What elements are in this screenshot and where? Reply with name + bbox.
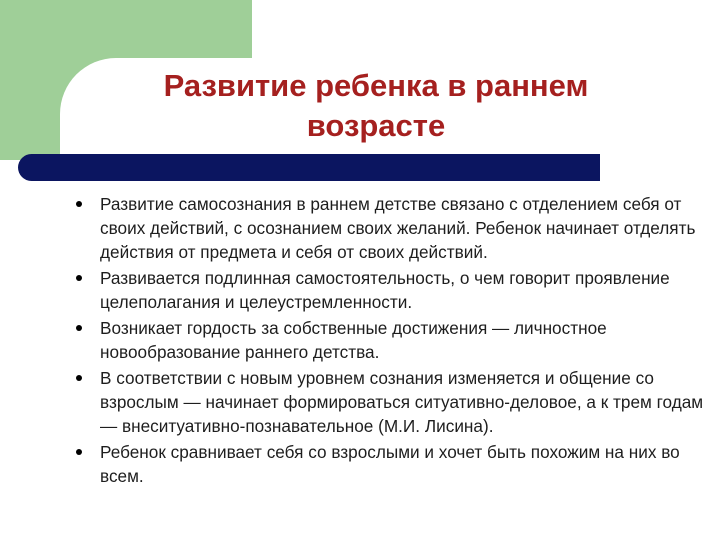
bullet-dot-icon xyxy=(76,449,82,455)
list-item xyxy=(74,440,704,488)
list-item xyxy=(74,316,704,364)
bullet-text: Развитие самосознания в раннем детстве связано с отделением себя от своих действий, с осознанием своих желаний. Ребенок начинает отделять действия от предмета и себя от своих действий. xyxy=(100,194,696,262)
title-line-2: возрасте xyxy=(306,108,446,143)
bullet-dot-icon xyxy=(76,375,82,381)
bullet-text: Ребенок сравнивает себя со взрослыми и хочет быть похожим на них во всем. xyxy=(100,442,680,486)
list-item xyxy=(74,266,704,314)
bullet-text: В соответствии с новым уровнем сознания изменяется и общение со взрослым — начинает формироваться ситуативно-деловое, а к трем годам — внеситуативно-познавательное (М.И. Лисина). xyxy=(100,368,704,436)
bullet-dot-icon xyxy=(76,325,82,331)
bullet-text: Развивается подлинная самостоятельность, о чем говорит проявление целеполагания и целеустремленности. xyxy=(100,268,670,312)
bullet-dot-icon xyxy=(76,201,82,207)
slide-title xyxy=(96,66,656,146)
bullet-dot-icon xyxy=(76,275,82,281)
title-divider-bar xyxy=(18,154,600,181)
list-item xyxy=(74,366,704,438)
title-line-1: Развитие ребенка в раннем xyxy=(163,68,589,103)
list-item xyxy=(74,192,704,264)
bullet-list xyxy=(74,192,704,490)
bullet-text: Возникает гордость за собственные достижения — личностное новообразование раннего детства. xyxy=(100,318,607,362)
